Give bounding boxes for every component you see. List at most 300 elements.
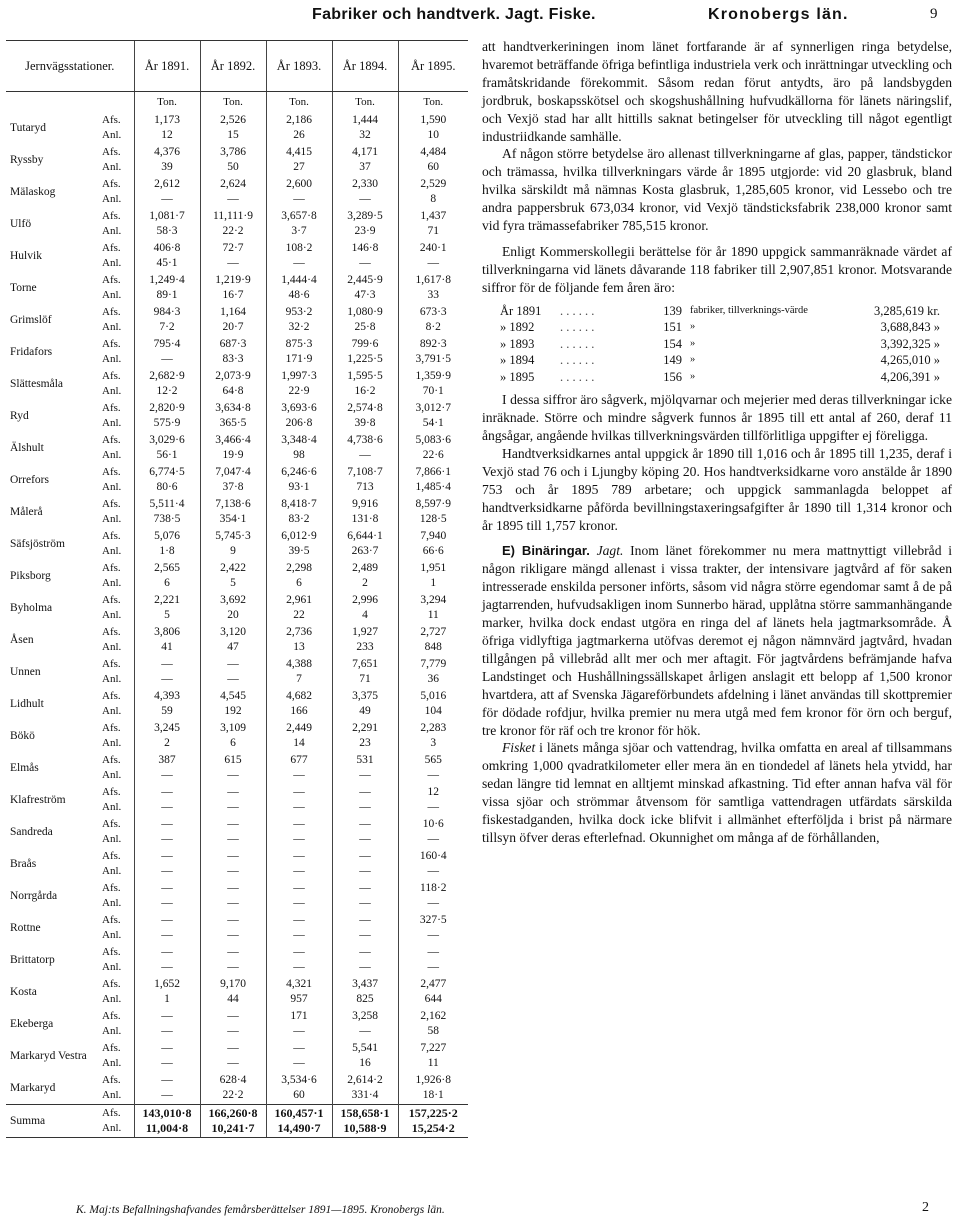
- kind-label: Afs.: [102, 626, 121, 638]
- tonnage-cell: [266, 752, 332, 784]
- tonnage-cell: [398, 880, 468, 912]
- station-name: Tutaryd: [10, 122, 46, 134]
- tonnage-cell: [200, 560, 266, 592]
- anl-value: 192: [224, 705, 242, 717]
- county-title: Kronobergs län.: [708, 6, 849, 23]
- unit-label: Ton.: [266, 92, 332, 113]
- afs-value: 1,249·4: [149, 274, 185, 286]
- station-name: Ulfö: [10, 218, 32, 230]
- afs-value: —: [161, 1074, 173, 1086]
- afs-value: 9,170: [220, 978, 246, 990]
- paragraph: [482, 739, 952, 846]
- anl-value: 14,490·7: [277, 1121, 321, 1135]
- paragraph: att handtverkeriningen inom länet fortfarande är af synnerligen ringa betydelse, hvaremot beträffande öfriga befintliga industriela verk och inrättningar utveckling och framåtskridande förekommit. Såsom redan förut antydts, äro på landsbygden jordbruk, boskapsskötsel och skogshushållning hufvudkällorna för länets näringslif, och Vexjö stad har allt hittills saknat betingelser för utveckling till något egentligt industriidkande samhälle.: [482, 39, 952, 144]
- anl-value: 60: [293, 1089, 305, 1101]
- afs-value: —: [161, 914, 173, 926]
- kind-label: Anl.: [102, 321, 122, 333]
- anl-value: 7·2: [159, 321, 175, 333]
- tonnage-cell: [398, 496, 468, 528]
- anl-value: —: [359, 865, 371, 877]
- afs-value: 146·8: [351, 242, 379, 254]
- year-line: [500, 319, 952, 336]
- kind-label: Afs.: [102, 818, 121, 830]
- afs-value: 1,444·4: [281, 274, 317, 286]
- afs-value: 11,111·9: [213, 210, 253, 222]
- anl-value: —: [293, 897, 305, 909]
- tonnage-cell: [332, 944, 398, 976]
- anl-value: 4: [362, 609, 368, 621]
- kind-label: Anl.: [102, 257, 122, 269]
- afs-value: 3,466·4: [215, 434, 251, 446]
- kind-label: Afs.: [102, 530, 121, 542]
- tonnage-cell: [398, 624, 468, 656]
- table-header-row: [6, 41, 468, 92]
- tonnage-cell: [332, 688, 398, 720]
- kind-label: Anl.: [102, 1057, 122, 1069]
- kind-label: Afs.: [102, 754, 121, 766]
- afs-value: —: [161, 786, 173, 798]
- year-lbl: »: [690, 354, 696, 366]
- afs-value: 2,330: [352, 178, 378, 190]
- kind-label: Anl.: [102, 481, 122, 493]
- afs-value: 2,162: [420, 1010, 447, 1022]
- anl-value: —: [227, 193, 239, 205]
- anl-value: 58·3: [156, 225, 178, 237]
- kind-label: Afs.: [102, 402, 121, 414]
- tonnage-cell: [266, 816, 332, 848]
- anl-value: 20·7: [222, 321, 244, 333]
- kind-label: Afs.: [102, 466, 121, 478]
- tonnage-cell: [134, 688, 200, 720]
- kind-label: Anl.: [102, 289, 122, 301]
- anl-value: 49: [359, 705, 371, 717]
- afs-value: 7,047·4: [215, 466, 251, 478]
- afs-value: —: [227, 658, 239, 670]
- anl-value: 19·9: [222, 449, 244, 461]
- tonnage-cell: [266, 1105, 332, 1138]
- afs-value: —: [293, 914, 305, 926]
- afs-value: 5,541: [352, 1042, 378, 1054]
- anl-value: —: [227, 865, 239, 877]
- table-row: [6, 400, 468, 432]
- station-name: Fridafors: [10, 346, 53, 358]
- tonnage-cell: [332, 720, 398, 752]
- anl-value: —: [227, 1057, 239, 1069]
- year-kr: 4,206,391 »: [880, 369, 940, 384]
- tonnage-cell: [266, 944, 332, 976]
- sheet-number: 2: [922, 1200, 929, 1215]
- tonnage-cell: [398, 304, 468, 336]
- afs-value: 4,388: [286, 658, 312, 670]
- anl-value: 39·8: [354, 417, 376, 429]
- tonnage-cell: [200, 880, 266, 912]
- tonnage-cell: [266, 336, 332, 368]
- kind-label: Anl.: [102, 801, 122, 813]
- kind-label: Anl.: [102, 417, 122, 429]
- anl-value: 131·8: [351, 513, 379, 525]
- afs-value: 2,736: [286, 626, 312, 638]
- anl-value: 54·1: [422, 417, 444, 429]
- tonnage-cell: [332, 880, 398, 912]
- tonnage-cell: [200, 1072, 266, 1105]
- afs-value: 4,393: [154, 690, 180, 702]
- tonnage-cell: [266, 848, 332, 880]
- tonnage-cell: [266, 624, 332, 656]
- afs-value: 1,652: [154, 978, 180, 990]
- kind-label: Anl.: [102, 641, 122, 653]
- tonnage-cell: [398, 752, 468, 784]
- table-row: [6, 240, 468, 272]
- table-row: [6, 720, 468, 752]
- tonnage-cell: [398, 848, 468, 880]
- anl-value: 37: [359, 161, 371, 173]
- afs-value: 7,866·1: [415, 466, 451, 478]
- tonnage-cell: [200, 1008, 266, 1040]
- afs-value: 7,138·6: [215, 498, 251, 510]
- tonnage-cell: [398, 1072, 468, 1105]
- afs-value: 10·6: [422, 818, 444, 830]
- anl-value: —: [427, 801, 439, 813]
- anl-value: —: [161, 961, 173, 973]
- anl-value: 33: [427, 289, 439, 301]
- afs-value: —: [161, 946, 173, 958]
- year-y: » 1895: [500, 369, 535, 384]
- anl-value: 47·3: [354, 289, 376, 301]
- anl-value: 25·8: [354, 321, 376, 333]
- table-row: [6, 1008, 468, 1040]
- tonnage-cell: [398, 784, 468, 816]
- subsection-lead: Jagt.: [596, 543, 624, 559]
- afs-value: 6,774·5: [149, 466, 185, 478]
- year-kr: 3,688,843 »: [880, 320, 940, 335]
- anl-value: —: [427, 865, 439, 877]
- text-column: [482, 38, 952, 847]
- afs-value: —: [427, 946, 439, 958]
- tonnage-cell: [332, 592, 398, 624]
- tonnage-cell: [134, 496, 200, 528]
- station-name: Åsen: [10, 634, 34, 646]
- afs-value: 2,221: [154, 594, 180, 606]
- afs-value: 2,422: [220, 562, 246, 574]
- anl-value: 22·2: [222, 1089, 244, 1101]
- tonnage-cell: [332, 1008, 398, 1040]
- tonnage-cell: [266, 240, 332, 272]
- afs-value: 3,120: [220, 626, 246, 638]
- anl-value: —: [359, 833, 371, 845]
- afs-value: 2,283: [420, 722, 447, 734]
- tonnage-cell: [200, 848, 266, 880]
- afs-value: 3,657·8: [281, 210, 317, 222]
- afs-anl-label: [102, 208, 134, 240]
- tonnage-cell: [134, 784, 200, 816]
- afs-anl-label: [102, 528, 134, 560]
- afs-value: 2,612: [154, 178, 180, 190]
- afs-anl-label: [102, 176, 134, 208]
- afs-anl-label: [102, 1072, 134, 1105]
- anl-value: —: [227, 801, 239, 813]
- anl-value: —: [227, 1025, 239, 1037]
- kind-label: Afs.: [102, 114, 121, 126]
- afs-value: 3,437: [352, 978, 378, 990]
- station-name: Ekeberga: [10, 1018, 54, 1030]
- tonnage-cell: [200, 240, 266, 272]
- afs-value: 1,590: [420, 114, 447, 126]
- anl-value: —: [161, 833, 173, 845]
- afs-value: 1,927: [352, 626, 378, 638]
- tonnage-cell: [266, 784, 332, 816]
- station-freight-table: [6, 40, 468, 1138]
- kind-label: Anl.: [102, 545, 122, 557]
- tonnage-cell: [200, 624, 266, 656]
- tonnage-cell: [398, 1105, 468, 1138]
- anl-value: 2: [362, 577, 368, 589]
- tonnage-cell: [266, 112, 332, 144]
- afs-value: —: [293, 850, 305, 862]
- anl-value: 22·6: [422, 449, 444, 461]
- tonnage-cell: [332, 464, 398, 496]
- unit-label: Ton.: [332, 92, 398, 113]
- afs-value: 615: [224, 754, 242, 766]
- tonnage-cell: [200, 720, 266, 752]
- afs-value: 875·3: [285, 338, 313, 350]
- anl-value: —: [161, 1089, 173, 1101]
- afs-anl-label: [102, 464, 134, 496]
- tonnage-cell: [134, 1008, 200, 1040]
- tonnage-cell: [134, 912, 200, 944]
- afs-value: —: [227, 882, 239, 894]
- year-line: [500, 352, 952, 369]
- tonnage-cell: [200, 432, 266, 464]
- afs-value: 2,073·9: [215, 370, 251, 382]
- kind-label: Anl.: [102, 737, 122, 749]
- anl-value: 47: [227, 641, 239, 653]
- afs-value: 7,940: [420, 530, 447, 542]
- anl-value: 3,791·5: [415, 353, 451, 365]
- afs-value: 1,359·9: [415, 370, 451, 382]
- kind-label: Anl.: [102, 129, 122, 141]
- anl-value: —: [293, 961, 305, 973]
- tonnage-cell: [332, 1105, 398, 1138]
- afs-value: 1,444: [352, 114, 378, 126]
- year-kr: 4,265,010 »: [880, 353, 940, 368]
- tonnage-cell: [266, 272, 332, 304]
- afs-value: 5,745·3: [215, 530, 251, 542]
- table-row: [6, 144, 468, 176]
- anl-value: 263·7: [351, 545, 379, 557]
- tonnage-cell: [200, 400, 266, 432]
- tonnage-cell: [134, 592, 200, 624]
- paragraph: [482, 542, 952, 739]
- afs-value: 8,418·7: [281, 498, 317, 510]
- afs-anl-label: [102, 912, 134, 944]
- anl-value: —: [161, 929, 173, 941]
- anl-value: 16·2: [354, 385, 376, 397]
- anl-value: —: [161, 1025, 173, 1037]
- kind-label: Afs.: [102, 210, 121, 222]
- kind-label: Anl.: [102, 609, 122, 621]
- tonnage-cell: [398, 944, 468, 976]
- afs-value: 1,926·8: [415, 1074, 451, 1086]
- afs-value: 1,173: [154, 114, 180, 126]
- anl-value: 83·3: [222, 353, 244, 365]
- tonnage-cell: [332, 784, 398, 816]
- station-name: Unnen: [10, 666, 41, 678]
- tonnage-cell: [332, 528, 398, 560]
- afs-value: 4,682: [286, 690, 312, 702]
- anl-value: —: [293, 929, 305, 941]
- tonnage-cell: [134, 304, 200, 336]
- afs-anl-label: [102, 784, 134, 816]
- year-y: » 1893: [500, 336, 535, 351]
- afs-value: 3,534·6: [281, 1074, 317, 1086]
- tonnage-cell: [134, 400, 200, 432]
- table-row: [6, 560, 468, 592]
- afs-value: 531: [356, 754, 374, 766]
- tonnage-cell: [134, 272, 200, 304]
- anl-value: 14: [293, 737, 305, 749]
- tonnage-cell: [266, 688, 332, 720]
- afs-value: 118·2: [420, 882, 447, 894]
- afs-value: 6,012·9: [281, 530, 317, 542]
- afs-value: 3,012·7: [415, 402, 451, 414]
- tonnage-cell: [266, 208, 332, 240]
- kind-label: Anl.: [102, 993, 122, 1005]
- anl-value: 23·9: [354, 225, 376, 237]
- table-row: [6, 880, 468, 912]
- anl-value: 7: [296, 673, 302, 685]
- anl-value: 9: [230, 545, 236, 557]
- afs-value: 1,081·7: [149, 210, 185, 222]
- station-name: Elmås: [10, 762, 39, 774]
- tonnage-cell: [266, 1008, 332, 1040]
- afs-anl-label: [102, 368, 134, 400]
- source-footnote: K. Maj:ts Befallningshafvandes femårsberättelser 1891—1895. Kronobergs län.: [76, 1204, 445, 1216]
- tonnage-cell: [134, 752, 200, 784]
- year-lbl: »: [690, 337, 696, 349]
- tonnage-cell: [134, 624, 200, 656]
- anl-value: 1: [430, 577, 437, 589]
- afs-value: —: [227, 818, 239, 830]
- station-name: Markaryd: [10, 1082, 56, 1094]
- tonnage-cell: [134, 560, 200, 592]
- afs-value: 171: [290, 1010, 308, 1022]
- tonnage-cell: [134, 816, 200, 848]
- tonnage-cell: [200, 976, 266, 1008]
- anl-value: 20: [227, 609, 239, 621]
- afs-value: —: [359, 946, 371, 958]
- station-name: Lidhult: [10, 698, 44, 710]
- table-row: [6, 496, 468, 528]
- tonnage-cell: [266, 144, 332, 176]
- afs-value: 953·2: [285, 306, 313, 318]
- tonnage-cell: [332, 112, 398, 144]
- year-column-header: År 1891.: [134, 41, 200, 92]
- afs-value: 628·4: [219, 1074, 247, 1086]
- anl-value: 22: [293, 609, 305, 621]
- year-lbl: »: [690, 321, 696, 333]
- tonnage-cell: [134, 1105, 200, 1138]
- tonnage-cell: [266, 560, 332, 592]
- afs-value: 2,529: [420, 178, 447, 190]
- tonnage-cell: [200, 816, 266, 848]
- tonnage-cell: [266, 976, 332, 1008]
- kind-label: Anl.: [102, 865, 122, 877]
- kind-label: Anl.: [102, 385, 122, 397]
- afs-value: 4,484: [420, 146, 447, 158]
- station-name: Piksborg: [10, 570, 51, 582]
- anl-value: 71: [359, 673, 371, 685]
- anl-value: —: [161, 353, 173, 365]
- table-row: [6, 592, 468, 624]
- leader-dots: . . . . . .: [560, 320, 595, 335]
- tonnage-cell: [200, 272, 266, 304]
- tonnage-cell: [332, 208, 398, 240]
- kind-label: Afs.: [102, 946, 121, 958]
- tonnage-cell: [200, 336, 266, 368]
- anl-value: 3: [430, 737, 437, 749]
- anl-value: 71: [427, 225, 439, 237]
- table-row: [6, 304, 468, 336]
- tonnage-cell: [134, 720, 200, 752]
- anl-value: —: [293, 833, 305, 845]
- afs-anl-label: [102, 848, 134, 880]
- table-row: [6, 784, 468, 816]
- afs-value: 3,375: [352, 690, 378, 702]
- afs-value: 387: [158, 754, 176, 766]
- kind-label: Afs.: [102, 306, 121, 318]
- kind-label: Afs.: [102, 178, 121, 190]
- afs-value: 4,415: [286, 146, 312, 158]
- tonnage-cell: [398, 272, 468, 304]
- afs-value: —: [359, 914, 371, 926]
- anl-value: —: [161, 1057, 173, 1069]
- unit-label: Ton.: [398, 92, 468, 113]
- table-row: [6, 112, 468, 144]
- afs-value: 3,294: [420, 594, 447, 606]
- anl-value: 32·2: [288, 321, 310, 333]
- year-lbl: »: [690, 370, 696, 382]
- afs-value: —: [227, 1042, 239, 1054]
- afs-value: 3,258: [352, 1010, 378, 1022]
- afs-value: 2,961: [286, 594, 312, 606]
- afs-value: —: [161, 1042, 173, 1054]
- table-row: [6, 336, 468, 368]
- tonnage-cell: [332, 240, 398, 272]
- tonnage-cell: [332, 1040, 398, 1072]
- afs-anl-label: [102, 400, 134, 432]
- station-name: Klafreström: [10, 794, 66, 806]
- anl-value: 3·7: [291, 225, 307, 237]
- anl-value: 44: [227, 993, 239, 1005]
- tonnage-cell: [332, 624, 398, 656]
- afs-value: 3,692: [220, 594, 246, 606]
- unit-row: [6, 92, 468, 113]
- afs-anl-label: [102, 688, 134, 720]
- tonnage-cell: [200, 304, 266, 336]
- afs-value: 1,997·3: [281, 370, 317, 382]
- year-column-header: År 1892.: [200, 41, 266, 92]
- anl-value: 83·2: [288, 513, 310, 525]
- anl-value: —: [161, 769, 173, 781]
- afs-value: 6,246·6: [281, 466, 317, 478]
- tonnage-cell: [134, 528, 200, 560]
- anl-value: —: [293, 865, 305, 877]
- afs-value: 3,693·6: [281, 402, 317, 414]
- leader-dots: . . . . . .: [560, 353, 595, 368]
- kind-label: Afs.: [102, 658, 121, 670]
- kind-label: Anl.: [102, 961, 122, 973]
- afs-value: 6,644·1: [347, 530, 383, 542]
